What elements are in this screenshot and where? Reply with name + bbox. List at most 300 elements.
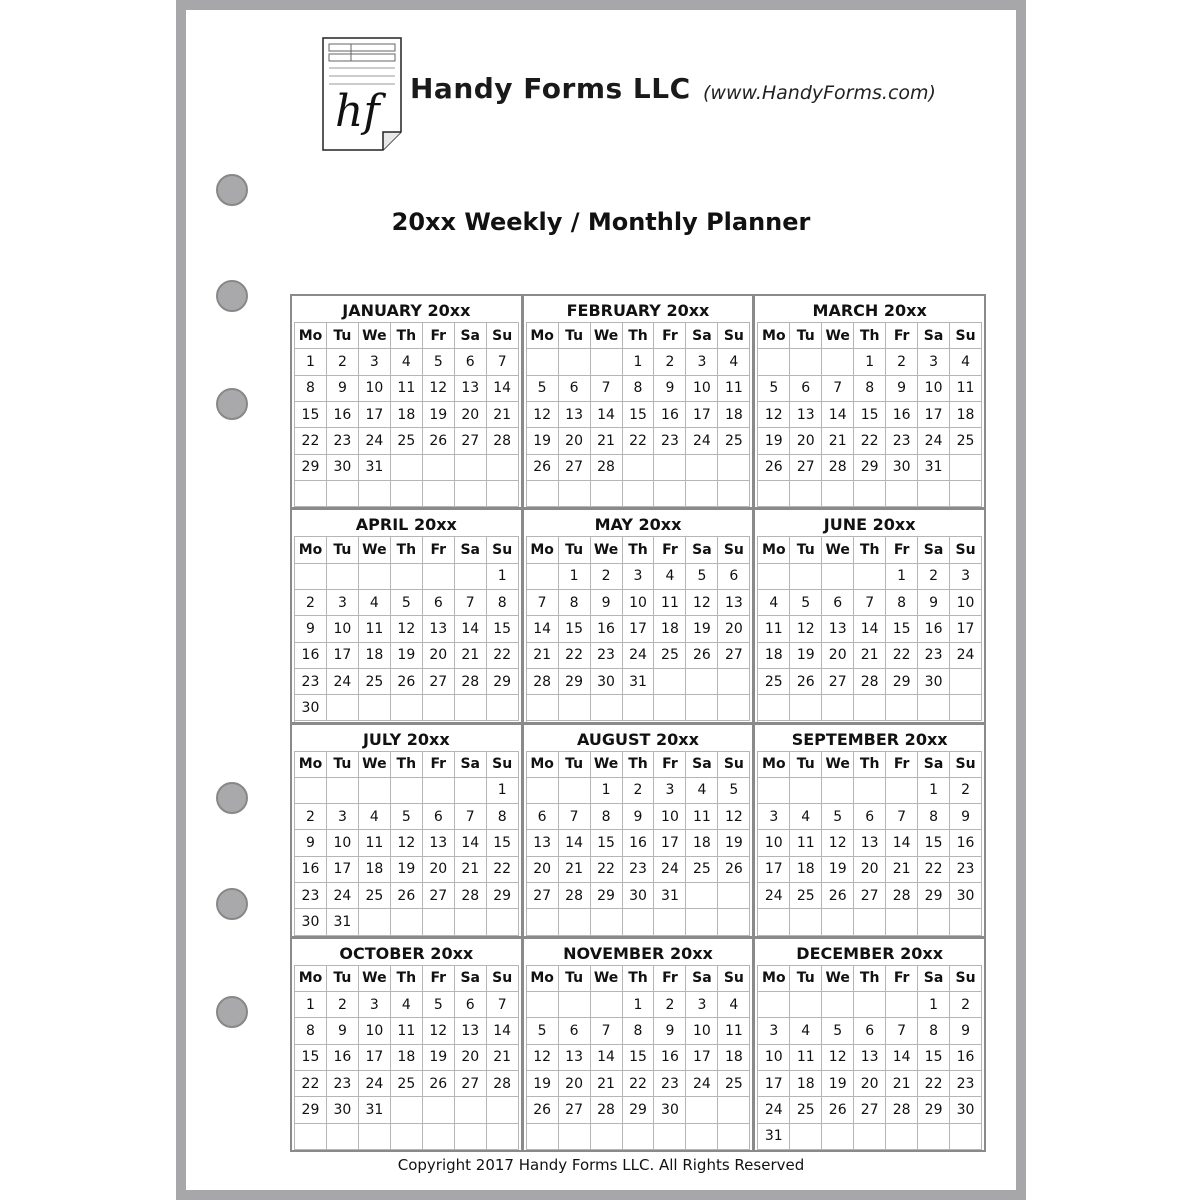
day-cell[interactable]: 11 xyxy=(758,616,790,642)
day-cell[interactable]: 27 xyxy=(718,643,750,669)
day-cell[interactable]: 28 xyxy=(591,1097,623,1123)
day-cell[interactable]: 2 xyxy=(654,992,686,1018)
day-cell[interactable]: 4 xyxy=(359,590,391,616)
day-cell[interactable]: 1 xyxy=(591,778,623,804)
day-cell[interactable]: 27 xyxy=(423,883,455,909)
day-cell[interactable]: 25 xyxy=(686,857,718,883)
day-cell[interactable]: 19 xyxy=(790,643,822,669)
day-cell[interactable]: 20 xyxy=(559,428,591,454)
day-cell[interactable]: 19 xyxy=(391,857,423,883)
day-cell[interactable]: 30 xyxy=(950,1097,982,1123)
day-cell[interactable]: 17 xyxy=(950,616,982,642)
day-cell[interactable]: 22 xyxy=(559,643,591,669)
day-cell[interactable]: 2 xyxy=(950,992,982,1018)
day-cell[interactable]: 31 xyxy=(758,1124,790,1150)
day-cell[interactable]: 9 xyxy=(950,1018,982,1044)
day-cell[interactable]: 26 xyxy=(718,857,750,883)
day-cell[interactable]: 27 xyxy=(822,669,854,695)
day-cell[interactable]: 31 xyxy=(359,455,391,481)
day-cell[interactable]: 4 xyxy=(790,804,822,830)
day-cell[interactable]: 2 xyxy=(950,778,982,804)
day-cell[interactable]: 12 xyxy=(423,1018,455,1044)
day-cell[interactable]: 9 xyxy=(654,1018,686,1044)
day-cell[interactable]: 16 xyxy=(886,402,918,428)
day-cell[interactable]: 1 xyxy=(623,992,655,1018)
day-cell[interactable]: 8 xyxy=(591,804,623,830)
day-cell[interactable]: 10 xyxy=(758,1045,790,1071)
day-cell[interactable]: 21 xyxy=(527,643,559,669)
day-cell[interactable]: 18 xyxy=(359,857,391,883)
day-cell[interactable]: 29 xyxy=(591,883,623,909)
day-cell[interactable]: 27 xyxy=(854,1097,886,1123)
day-cell[interactable]: 21 xyxy=(487,1045,519,1071)
day-cell[interactable]: 1 xyxy=(295,992,327,1018)
day-cell[interactable]: 25 xyxy=(950,428,982,454)
day-cell[interactable]: 26 xyxy=(527,1097,559,1123)
day-cell[interactable]: 16 xyxy=(950,1045,982,1071)
day-cell[interactable]: 13 xyxy=(455,1018,487,1044)
day-cell[interactable]: 3 xyxy=(918,349,950,375)
day-cell[interactable]: 26 xyxy=(686,643,718,669)
day-cell[interactable]: 21 xyxy=(455,643,487,669)
day-cell[interactable]: 17 xyxy=(758,857,790,883)
day-cell[interactable]: 22 xyxy=(295,428,327,454)
day-cell[interactable]: 2 xyxy=(327,992,359,1018)
day-cell[interactable]: 23 xyxy=(327,1071,359,1097)
day-cell[interactable]: 23 xyxy=(886,428,918,454)
day-cell[interactable]: 22 xyxy=(487,857,519,883)
day-cell[interactable]: 16 xyxy=(654,1045,686,1071)
day-cell[interactable]: 30 xyxy=(918,669,950,695)
day-cell[interactable]: 6 xyxy=(822,590,854,616)
day-cell[interactable]: 7 xyxy=(455,804,487,830)
day-cell[interactable]: 9 xyxy=(886,376,918,402)
day-cell[interactable]: 12 xyxy=(527,1045,559,1071)
day-cell[interactable]: 2 xyxy=(591,564,623,590)
day-cell[interactable]: 28 xyxy=(487,428,519,454)
day-cell[interactable]: 25 xyxy=(718,428,750,454)
day-cell[interactable]: 25 xyxy=(391,1071,423,1097)
day-cell[interactable]: 11 xyxy=(359,830,391,856)
day-cell[interactable]: 25 xyxy=(359,669,391,695)
day-cell[interactable]: 7 xyxy=(591,376,623,402)
day-cell[interactable]: 10 xyxy=(327,616,359,642)
day-cell[interactable]: 22 xyxy=(487,643,519,669)
day-cell[interactable]: 6 xyxy=(455,992,487,1018)
day-cell[interactable]: 10 xyxy=(327,830,359,856)
day-cell[interactable]: 26 xyxy=(822,1097,854,1123)
day-cell[interactable]: 28 xyxy=(886,1097,918,1123)
day-cell[interactable]: 5 xyxy=(686,564,718,590)
day-cell[interactable]: 20 xyxy=(854,1071,886,1097)
day-cell[interactable]: 30 xyxy=(327,455,359,481)
day-cell[interactable]: 14 xyxy=(822,402,854,428)
day-cell[interactable]: 24 xyxy=(623,643,655,669)
day-cell[interactable]: 28 xyxy=(591,455,623,481)
day-cell[interactable]: 30 xyxy=(886,455,918,481)
day-cell[interactable]: 23 xyxy=(950,857,982,883)
day-cell[interactable]: 8 xyxy=(487,804,519,830)
day-cell[interactable]: 26 xyxy=(423,1071,455,1097)
day-cell[interactable]: 5 xyxy=(822,804,854,830)
day-cell[interactable]: 12 xyxy=(758,402,790,428)
day-cell[interactable]: 6 xyxy=(527,804,559,830)
day-cell[interactable]: 23 xyxy=(591,643,623,669)
day-cell[interactable]: 15 xyxy=(918,1045,950,1071)
day-cell[interactable]: 16 xyxy=(654,402,686,428)
day-cell[interactable]: 2 xyxy=(295,590,327,616)
day-cell[interactable]: 17 xyxy=(654,830,686,856)
day-cell[interactable]: 15 xyxy=(295,1045,327,1071)
day-cell[interactable]: 8 xyxy=(854,376,886,402)
day-cell[interactable]: 5 xyxy=(423,992,455,1018)
day-cell[interactable]: 8 xyxy=(295,376,327,402)
day-cell[interactable]: 2 xyxy=(295,804,327,830)
day-cell[interactable]: 21 xyxy=(822,428,854,454)
day-cell[interactable]: 14 xyxy=(591,1045,623,1071)
day-cell[interactable]: 18 xyxy=(718,402,750,428)
website-link[interactable]: (www.HandyForms.com) xyxy=(703,82,936,104)
day-cell[interactable]: 14 xyxy=(886,1045,918,1071)
day-cell[interactable]: 27 xyxy=(790,455,822,481)
day-cell[interactable]: 28 xyxy=(455,883,487,909)
day-cell[interactable]: 9 xyxy=(623,804,655,830)
day-cell[interactable]: 27 xyxy=(455,428,487,454)
day-cell[interactable]: 7 xyxy=(886,1018,918,1044)
day-cell[interactable]: 1 xyxy=(623,349,655,375)
day-cell[interactable]: 23 xyxy=(654,1071,686,1097)
day-cell[interactable]: 9 xyxy=(950,804,982,830)
day-cell[interactable]: 26 xyxy=(758,455,790,481)
day-cell[interactable]: 21 xyxy=(886,1071,918,1097)
day-cell[interactable]: 26 xyxy=(822,883,854,909)
day-cell[interactable]: 4 xyxy=(654,564,686,590)
day-cell[interactable]: 19 xyxy=(527,1071,559,1097)
day-cell[interactable]: 6 xyxy=(423,804,455,830)
day-cell[interactable]: 26 xyxy=(790,669,822,695)
day-cell[interactable]: 15 xyxy=(623,1045,655,1071)
day-cell[interactable]: 21 xyxy=(559,857,591,883)
day-cell[interactable]: 2 xyxy=(623,778,655,804)
day-cell[interactable]: 7 xyxy=(886,804,918,830)
day-cell[interactable]: 9 xyxy=(654,376,686,402)
day-cell[interactable]: 3 xyxy=(758,1018,790,1044)
day-cell[interactable]: 4 xyxy=(790,1018,822,1044)
day-cell[interactable]: 30 xyxy=(950,883,982,909)
day-cell[interactable]: 21 xyxy=(854,643,886,669)
day-cell[interactable]: 10 xyxy=(686,1018,718,1044)
day-cell[interactable]: 6 xyxy=(854,1018,886,1044)
day-cell[interactable]: 7 xyxy=(591,1018,623,1044)
day-cell[interactable]: 22 xyxy=(854,428,886,454)
day-cell[interactable]: 8 xyxy=(886,590,918,616)
day-cell[interactable]: 21 xyxy=(886,857,918,883)
day-cell[interactable]: 3 xyxy=(623,564,655,590)
day-cell[interactable]: 29 xyxy=(886,669,918,695)
day-cell[interactable]: 12 xyxy=(527,402,559,428)
day-cell[interactable]: 19 xyxy=(423,402,455,428)
day-cell[interactable]: 18 xyxy=(359,643,391,669)
day-cell[interactable]: 16 xyxy=(295,643,327,669)
day-cell[interactable]: 23 xyxy=(295,669,327,695)
day-cell[interactable]: 23 xyxy=(295,883,327,909)
day-cell[interactable]: 28 xyxy=(854,669,886,695)
day-cell[interactable]: 17 xyxy=(623,616,655,642)
day-cell[interactable]: 6 xyxy=(559,376,591,402)
day-cell[interactable]: 16 xyxy=(918,616,950,642)
day-cell[interactable]: 25 xyxy=(359,883,391,909)
day-cell[interactable]: 6 xyxy=(423,590,455,616)
day-cell[interactable]: 29 xyxy=(295,455,327,481)
day-cell[interactable]: 27 xyxy=(527,883,559,909)
day-cell[interactable]: 13 xyxy=(790,402,822,428)
day-cell[interactable]: 3 xyxy=(654,778,686,804)
day-cell[interactable]: 7 xyxy=(487,349,519,375)
day-cell[interactable]: 11 xyxy=(391,1018,423,1044)
day-cell[interactable]: 27 xyxy=(559,1097,591,1123)
day-cell[interactable]: 9 xyxy=(918,590,950,616)
day-cell[interactable]: 29 xyxy=(559,669,591,695)
day-cell[interactable]: 6 xyxy=(455,349,487,375)
day-cell[interactable]: 29 xyxy=(854,455,886,481)
day-cell[interactable]: 7 xyxy=(559,804,591,830)
day-cell[interactable]: 5 xyxy=(527,1018,559,1044)
day-cell[interactable]: 18 xyxy=(718,1045,750,1071)
day-cell[interactable]: 17 xyxy=(359,1045,391,1071)
day-cell[interactable]: 3 xyxy=(327,804,359,830)
day-cell[interactable]: 1 xyxy=(918,778,950,804)
day-cell[interactable]: 16 xyxy=(327,402,359,428)
day-cell[interactable]: 13 xyxy=(455,376,487,402)
day-cell[interactable]: 23 xyxy=(623,857,655,883)
day-cell[interactable]: 15 xyxy=(623,402,655,428)
day-cell[interactable]: 8 xyxy=(559,590,591,616)
day-cell[interactable]: 14 xyxy=(527,616,559,642)
day-cell[interactable]: 27 xyxy=(455,1071,487,1097)
day-cell[interactable]: 3 xyxy=(758,804,790,830)
day-cell[interactable]: 5 xyxy=(758,376,790,402)
day-cell[interactable]: 17 xyxy=(327,857,359,883)
day-cell[interactable]: 30 xyxy=(327,1097,359,1123)
day-cell[interactable]: 15 xyxy=(487,830,519,856)
day-cell[interactable]: 4 xyxy=(391,992,423,1018)
day-cell[interactable]: 17 xyxy=(327,643,359,669)
day-cell[interactable]: 1 xyxy=(854,349,886,375)
day-cell[interactable]: 7 xyxy=(487,992,519,1018)
day-cell[interactable]: 20 xyxy=(822,643,854,669)
day-cell[interactable]: 1 xyxy=(487,778,519,804)
day-cell[interactable]: 20 xyxy=(423,857,455,883)
day-cell[interactable]: 15 xyxy=(854,402,886,428)
day-cell[interactable]: 3 xyxy=(359,349,391,375)
day-cell[interactable]: 4 xyxy=(950,349,982,375)
day-cell[interactable]: 27 xyxy=(854,883,886,909)
day-cell[interactable]: 29 xyxy=(918,883,950,909)
day-cell[interactable]: 9 xyxy=(327,376,359,402)
day-cell[interactable]: 21 xyxy=(487,402,519,428)
day-cell[interactable]: 18 xyxy=(790,1071,822,1097)
day-cell[interactable]: 3 xyxy=(327,590,359,616)
day-cell[interactable]: 2 xyxy=(654,349,686,375)
day-cell[interactable]: 28 xyxy=(527,669,559,695)
day-cell[interactable]: 16 xyxy=(950,830,982,856)
day-cell[interactable]: 21 xyxy=(591,1071,623,1097)
day-cell[interactable]: 29 xyxy=(623,1097,655,1123)
day-cell[interactable]: 18 xyxy=(758,643,790,669)
day-cell[interactable]: 31 xyxy=(654,883,686,909)
day-cell[interactable]: 15 xyxy=(487,616,519,642)
day-cell[interactable]: 1 xyxy=(487,564,519,590)
day-cell[interactable]: 31 xyxy=(327,909,359,935)
day-cell[interactable]: 14 xyxy=(487,376,519,402)
day-cell[interactable]: 8 xyxy=(295,1018,327,1044)
day-cell[interactable]: 24 xyxy=(654,857,686,883)
day-cell[interactable]: 10 xyxy=(758,830,790,856)
day-cell[interactable]: 19 xyxy=(423,1045,455,1071)
day-cell[interactable]: 14 xyxy=(559,830,591,856)
day-cell[interactable]: 28 xyxy=(487,1071,519,1097)
day-cell[interactable]: 25 xyxy=(718,1071,750,1097)
day-cell[interactable]: 24 xyxy=(758,883,790,909)
day-cell[interactable]: 25 xyxy=(790,1097,822,1123)
day-cell[interactable]: 15 xyxy=(918,830,950,856)
day-cell[interactable]: 28 xyxy=(822,455,854,481)
day-cell[interactable]: 8 xyxy=(623,376,655,402)
day-cell[interactable]: 10 xyxy=(654,804,686,830)
day-cell[interactable]: 23 xyxy=(950,1071,982,1097)
day-cell[interactable]: 9 xyxy=(295,616,327,642)
day-cell[interactable]: 22 xyxy=(623,428,655,454)
day-cell[interactable]: 27 xyxy=(559,455,591,481)
day-cell[interactable]: 8 xyxy=(623,1018,655,1044)
day-cell[interactable]: 30 xyxy=(623,883,655,909)
day-cell[interactable]: 23 xyxy=(327,428,359,454)
day-cell[interactable]: 11 xyxy=(790,830,822,856)
day-cell[interactable]: 11 xyxy=(686,804,718,830)
day-cell[interactable]: 18 xyxy=(950,402,982,428)
day-cell[interactable]: 26 xyxy=(391,883,423,909)
day-cell[interactable]: 15 xyxy=(886,616,918,642)
day-cell[interactable]: 1 xyxy=(559,564,591,590)
day-cell[interactable]: 9 xyxy=(295,830,327,856)
day-cell[interactable]: 6 xyxy=(854,804,886,830)
day-cell[interactable]: 5 xyxy=(423,349,455,375)
day-cell[interactable]: 25 xyxy=(758,669,790,695)
day-cell[interactable]: 18 xyxy=(391,402,423,428)
day-cell[interactable]: 3 xyxy=(686,349,718,375)
day-cell[interactable]: 23 xyxy=(918,643,950,669)
day-cell[interactable]: 28 xyxy=(559,883,591,909)
day-cell[interactable]: 10 xyxy=(623,590,655,616)
day-cell[interactable]: 31 xyxy=(918,455,950,481)
day-cell[interactable]: 11 xyxy=(718,1018,750,1044)
day-cell[interactable]: 4 xyxy=(758,590,790,616)
day-cell[interactable]: 24 xyxy=(327,883,359,909)
day-cell[interactable]: 4 xyxy=(391,349,423,375)
day-cell[interactable]: 11 xyxy=(718,376,750,402)
day-cell[interactable]: 10 xyxy=(359,1018,391,1044)
day-cell[interactable]: 11 xyxy=(359,616,391,642)
day-cell[interactable]: 19 xyxy=(527,428,559,454)
day-cell[interactable]: 8 xyxy=(487,590,519,616)
day-cell[interactable]: 20 xyxy=(455,1045,487,1071)
day-cell[interactable]: 1 xyxy=(295,349,327,375)
day-cell[interactable]: 18 xyxy=(686,830,718,856)
day-cell[interactable]: 13 xyxy=(559,1045,591,1071)
day-cell[interactable]: 30 xyxy=(654,1097,686,1123)
day-cell[interactable]: 13 xyxy=(527,830,559,856)
day-cell[interactable]: 3 xyxy=(359,992,391,1018)
day-cell[interactable]: 18 xyxy=(391,1045,423,1071)
day-cell[interactable]: 19 xyxy=(822,1071,854,1097)
day-cell[interactable]: 20 xyxy=(718,616,750,642)
day-cell[interactable]: 25 xyxy=(654,643,686,669)
day-cell[interactable]: 7 xyxy=(854,590,886,616)
day-cell[interactable]: 21 xyxy=(455,857,487,883)
day-cell[interactable]: 14 xyxy=(591,402,623,428)
day-cell[interactable]: 17 xyxy=(758,1071,790,1097)
day-cell[interactable]: 10 xyxy=(918,376,950,402)
day-cell[interactable]: 29 xyxy=(295,1097,327,1123)
day-cell[interactable]: 12 xyxy=(822,830,854,856)
day-cell[interactable]: 31 xyxy=(359,1097,391,1123)
day-cell[interactable]: 5 xyxy=(790,590,822,616)
day-cell[interactable]: 18 xyxy=(654,616,686,642)
day-cell[interactable]: 23 xyxy=(654,428,686,454)
day-cell[interactable]: 24 xyxy=(359,428,391,454)
day-cell[interactable]: 7 xyxy=(822,376,854,402)
day-cell[interactable]: 15 xyxy=(295,402,327,428)
day-cell[interactable]: 25 xyxy=(391,428,423,454)
day-cell[interactable]: 15 xyxy=(591,830,623,856)
day-cell[interactable]: 16 xyxy=(623,830,655,856)
day-cell[interactable]: 17 xyxy=(686,1045,718,1071)
day-cell[interactable]: 8 xyxy=(918,1018,950,1044)
day-cell[interactable]: 14 xyxy=(886,830,918,856)
day-cell[interactable]: 12 xyxy=(790,616,822,642)
day-cell[interactable]: 20 xyxy=(790,428,822,454)
day-cell[interactable]: 12 xyxy=(686,590,718,616)
day-cell[interactable]: 30 xyxy=(295,695,327,721)
day-cell[interactable]: 29 xyxy=(487,883,519,909)
day-cell[interactable]: 20 xyxy=(559,1071,591,1097)
day-cell[interactable]: 3 xyxy=(950,564,982,590)
day-cell[interactable]: 24 xyxy=(686,428,718,454)
day-cell[interactable]: 16 xyxy=(295,857,327,883)
day-cell[interactable]: 30 xyxy=(295,909,327,935)
day-cell[interactable]: 20 xyxy=(423,643,455,669)
day-cell[interactable]: 20 xyxy=(527,857,559,883)
day-cell[interactable]: 2 xyxy=(327,349,359,375)
day-cell[interactable]: 17 xyxy=(686,402,718,428)
day-cell[interactable]: 10 xyxy=(686,376,718,402)
day-cell[interactable]: 9 xyxy=(327,1018,359,1044)
day-cell[interactable]: 28 xyxy=(455,669,487,695)
day-cell[interactable]: 22 xyxy=(623,1071,655,1097)
day-cell[interactable]: 4 xyxy=(718,992,750,1018)
day-cell[interactable]: 2 xyxy=(886,349,918,375)
day-cell[interactable]: 11 xyxy=(654,590,686,616)
day-cell[interactable]: 26 xyxy=(391,669,423,695)
day-cell[interactable]: 12 xyxy=(391,616,423,642)
day-cell[interactable]: 12 xyxy=(822,1045,854,1071)
day-cell[interactable]: 16 xyxy=(327,1045,359,1071)
day-cell[interactable]: 4 xyxy=(718,349,750,375)
day-cell[interactable]: 17 xyxy=(918,402,950,428)
day-cell[interactable]: 5 xyxy=(391,804,423,830)
day-cell[interactable]: 6 xyxy=(790,376,822,402)
day-cell[interactable]: 24 xyxy=(758,1097,790,1123)
